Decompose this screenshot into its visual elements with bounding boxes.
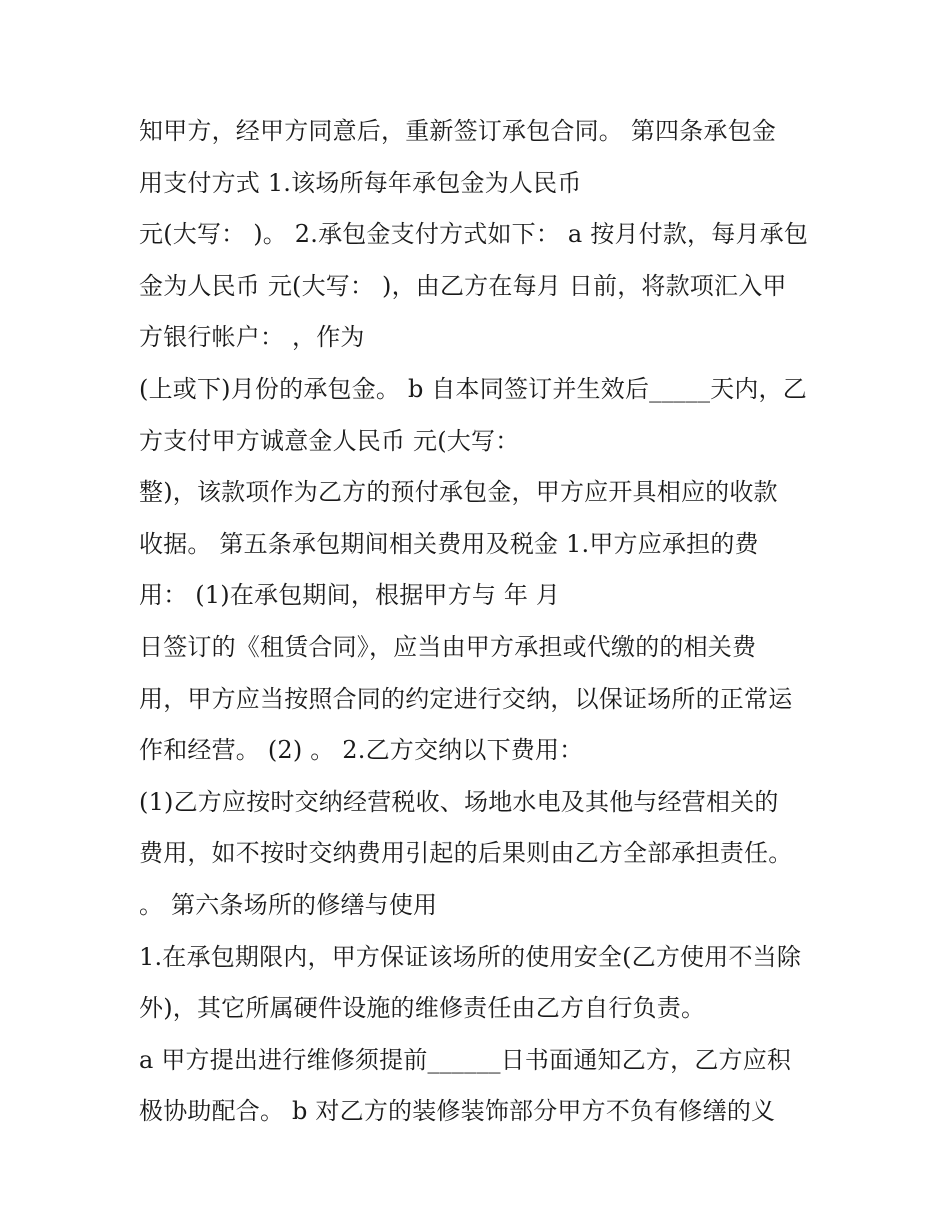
text-line: 极协助配合。 b 对乙方的装修装饰部分甲方不负有修缮的义 [139, 1097, 776, 1126]
text-line: 元(大写： )。 2.承包金支付方式如下： a 按月付款，每月承包 [139, 220, 809, 249]
text-line: 方银行帐户： ，作为 [139, 323, 365, 352]
text-line: 作和经营。 (2) 。 2.乙方交纳以下费用： [139, 736, 584, 765]
text-line: 收据。 第五条承包期间相关费用及税金 1.甲方应承担的费 [139, 529, 759, 558]
text-line: 费用，如不按时交纳费用引起的后果则由乙方全部承担责任。 [139, 839, 793, 868]
text-line: 日签订的《租赁合同》，应当由甲方承担或代缴的的相关费 [139, 632, 757, 661]
contract-text [139, 106, 829, 1138]
text-line: 方支付甲方诚意金人民币 元(大写： [139, 426, 520, 455]
text-line: 1.在承包期限内，甲方保证该场所的使用安全(乙方使用不当除 [139, 942, 802, 971]
text-line: a 甲方提出进行维修须提前______日书面通知乙方，乙方应积 [139, 1045, 792, 1074]
text-line: 金为人民币 元(大写： )，由乙方在每月 日前，将款项汇入甲 [139, 271, 787, 300]
text-line: 用，甲方应当按照合同的约定进行交纳，以保证场所的正常运 [139, 684, 793, 713]
text-line: (1)乙方应按时交纳经营税收、场地水电及其他与经营相关的 [139, 787, 779, 816]
text-line: 外)，其它所属硬件设施的维修责任由乙方自行负责。 [139, 994, 706, 1023]
text-line: 。 第六条场所的修缮与使用 [139, 890, 438, 919]
text-line: 整)，该款项作为乙方的预付承包金，甲方应开具相应的收款 [139, 478, 778, 507]
text-line: 用： (1)在承包期间，根据甲方与 年 月 [139, 581, 561, 610]
text-line: (上或下)月份的承包金。 b 自本同签订并生效后_____天内，乙 [139, 374, 807, 403]
text-line: 用支付方式 1.该场所每年承包金为人民币 [139, 168, 582, 197]
text-line: 知甲方，经甲方同意后，重新签订承包合同。 第四条承包金 [139, 117, 777, 145]
